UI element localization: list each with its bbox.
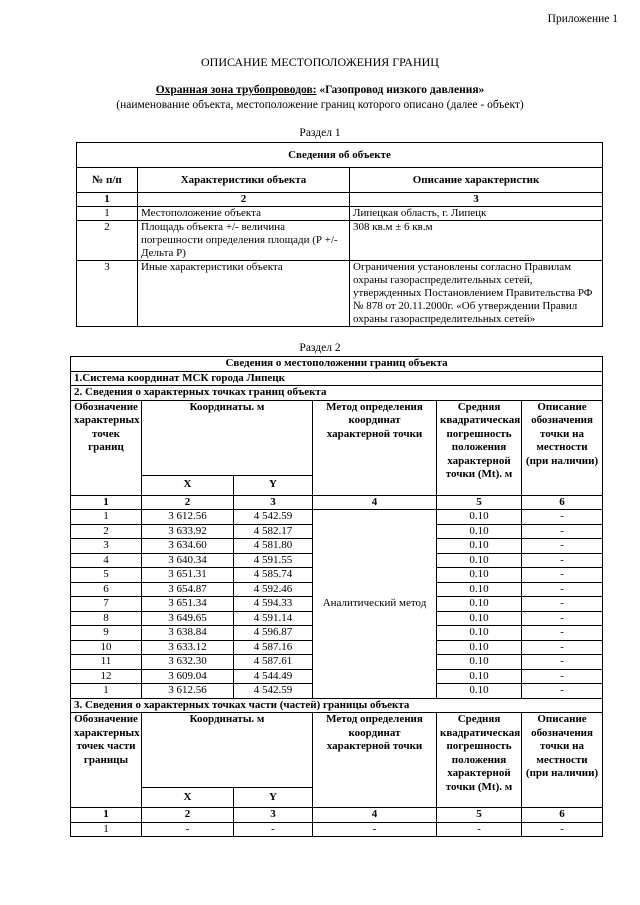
point-x: 3 632.30 xyxy=(142,655,234,670)
boundary-points-table xyxy=(70,356,603,837)
part-header-coordinates: Координаты. м xyxy=(142,713,313,788)
point-x: 3 612.56 xyxy=(142,684,234,699)
col-number: 4 xyxy=(313,495,437,510)
section2-heading: Сведения о местоположении границ объекта xyxy=(71,357,603,372)
col-number: 3 xyxy=(234,808,313,823)
point-x: 3 649.65 xyxy=(142,611,234,626)
point-x: 3 612.56 xyxy=(142,510,234,525)
row-number: 1 xyxy=(77,207,138,221)
object-name-line xyxy=(0,84,640,96)
point-accuracy: 0.10 xyxy=(437,611,522,626)
point-description: - xyxy=(522,684,603,699)
point-accuracy: 0.10 xyxy=(437,597,522,612)
point-description: - xyxy=(522,582,603,597)
point-accuracy: 0.10 xyxy=(437,539,522,554)
point-y: 4 592.46 xyxy=(234,582,313,597)
point-y: 4 542.59 xyxy=(234,510,313,525)
row-description: 308 кв.м ± 6 кв.м xyxy=(350,221,603,261)
col-number: 3 xyxy=(350,193,603,207)
header-point-description: Описание обозначения точки на местности (при наличии) xyxy=(522,400,603,495)
row-description: Ограничения установлены согласно Правилам охраны газораспределительных сетей, утвержденных Постановлением Правительства РФ № 878 от 20.11.2000г. «Об утверждении Правил охраны газораспределительных сетей» xyxy=(350,261,603,327)
part-point-desc: - xyxy=(522,822,603,837)
point-accuracy: 0.10 xyxy=(437,582,522,597)
point-description: - xyxy=(522,568,603,583)
part-header-point-name: Обозначение характерных точек части границы xyxy=(71,713,142,808)
appendix-label: Приложение 1 xyxy=(547,13,618,25)
point-number: 8 xyxy=(71,611,142,626)
point-accuracy: 0.10 xyxy=(437,655,522,670)
point-number: 10 xyxy=(71,640,142,655)
part-header-x: X xyxy=(142,788,234,808)
point-number: 11 xyxy=(71,655,142,670)
point-number: 3 xyxy=(71,539,142,554)
point-y: 4 596.87 xyxy=(234,626,313,641)
point-y: 4 594.33 xyxy=(234,597,313,612)
object-name: «Газопровод низкого давления» xyxy=(319,84,485,96)
document-title: ОПИСАНИЕ МЕСТОПОЛОЖЕНИЯ ГРАНИЦ xyxy=(201,55,439,69)
header-description: Описание характеристик xyxy=(350,168,603,193)
row-characteristic: Иные характеристики объекта xyxy=(138,261,350,327)
col-number: 2 xyxy=(138,193,350,207)
point-y: 4 591.14 xyxy=(234,611,313,626)
table-row xyxy=(77,221,603,261)
table-row xyxy=(77,261,603,327)
section2-label: Раздел 2 xyxy=(299,342,341,354)
point-y: 4 585.74 xyxy=(234,568,313,583)
point-accuracy: 0.10 xyxy=(437,626,522,641)
part-point-n: 1 xyxy=(71,822,142,837)
part-point-mt: - xyxy=(437,822,522,837)
col-number: 6 xyxy=(522,495,603,510)
col-number: 5 xyxy=(437,808,522,823)
point-x: 3 640.34 xyxy=(142,553,234,568)
point-number: 7 xyxy=(71,597,142,612)
point-x: 3 638.84 xyxy=(142,626,234,641)
col-number: 5 xyxy=(437,495,522,510)
point-x: 3 651.31 xyxy=(142,568,234,583)
point-accuracy: 0.10 xyxy=(437,669,522,684)
header-x: X xyxy=(142,475,234,495)
point-number: 1 xyxy=(71,684,142,699)
point-description: - xyxy=(522,640,603,655)
row-characteristic: Площадь объекта +/- величина погрешности определения площади (Р +/- Дельта Р) xyxy=(138,221,350,261)
col-number: 2 xyxy=(142,808,234,823)
point-description: - xyxy=(522,611,603,626)
point-row xyxy=(71,510,603,525)
point-x: 3 633.12 xyxy=(142,640,234,655)
part-header-point-description: Описание обозначения точки на местности (при наличии) xyxy=(522,713,603,808)
part-point-method: - xyxy=(313,822,437,837)
row-number: 2 xyxy=(77,221,138,261)
header-accuracy: Средняя квадратическая погрешность положения характерной точки (Mt). м xyxy=(437,400,522,495)
part-point-x: - xyxy=(142,822,234,837)
point-number: 12 xyxy=(71,669,142,684)
point-x: 3 633.92 xyxy=(142,524,234,539)
part-points-heading: 3. Сведения о характерных точках части (частей) границы объекта xyxy=(71,698,603,713)
col-number: 1 xyxy=(71,808,142,823)
header-method: Метод определения координат характерной точки xyxy=(313,400,437,495)
point-accuracy: 0.10 xyxy=(437,684,522,699)
part-header-method: Метод определения координат характерной точки xyxy=(313,713,437,808)
header-num: № п/п xyxy=(77,168,138,193)
section1-label: Раздел 1 xyxy=(299,127,341,139)
row-characteristic: Местоположение объекта xyxy=(138,207,350,221)
point-accuracy: 0.10 xyxy=(437,524,522,539)
point-x: 3 634.60 xyxy=(142,539,234,554)
header-coordinates: Координаты. м xyxy=(142,400,313,475)
header-y: Y xyxy=(234,475,313,495)
point-number: 6 xyxy=(71,582,142,597)
point-accuracy: 0.10 xyxy=(437,568,522,583)
point-y: 4 542.59 xyxy=(234,684,313,699)
col-number: 1 xyxy=(71,495,142,510)
table-row xyxy=(77,207,603,221)
point-accuracy: 0.10 xyxy=(437,510,522,525)
point-accuracy: 0.10 xyxy=(437,553,522,568)
point-number: 2 xyxy=(71,524,142,539)
col-number: 2 xyxy=(142,495,234,510)
header-characteristic: Характеристики объекта xyxy=(138,168,350,193)
point-number: 1 xyxy=(71,510,142,525)
point-number: 5 xyxy=(71,568,142,583)
point-description: - xyxy=(522,553,603,568)
col-number: 4 xyxy=(313,808,437,823)
point-number: 9 xyxy=(71,626,142,641)
point-description: - xyxy=(522,510,603,525)
point-x: 3 654.87 xyxy=(142,582,234,597)
col-number: 3 xyxy=(234,495,313,510)
part-header-accuracy: Средняя квадратическая погрешность положения характерной точки (Mt). м xyxy=(437,713,522,808)
section1-heading: Сведения об объекте xyxy=(77,143,603,168)
point-description: - xyxy=(522,655,603,670)
point-y: 4 591.55 xyxy=(234,553,313,568)
point-y: 4 581.80 xyxy=(234,539,313,554)
row-number: 3 xyxy=(77,261,138,327)
part-point-y: - xyxy=(234,822,313,837)
point-number: 4 xyxy=(71,553,142,568)
point-y: 4 544.49 xyxy=(234,669,313,684)
point-description: - xyxy=(522,669,603,684)
point-description: - xyxy=(522,597,603,612)
point-x: 3 651.34 xyxy=(142,597,234,612)
object-info-table xyxy=(76,142,603,327)
point-method: Аналитический метод xyxy=(313,510,437,699)
header-point-name: Обозначение характерных точек границ xyxy=(71,400,142,495)
col-number: 6 xyxy=(522,808,603,823)
point-description: - xyxy=(522,524,603,539)
point-description: - xyxy=(522,626,603,641)
part-header-y: Y xyxy=(234,788,313,808)
point-y: 4 587.16 xyxy=(234,640,313,655)
point-description: - xyxy=(522,539,603,554)
object-note: (наименование объекта, местоположение границ которого описано (далее - объект) xyxy=(116,99,524,111)
row-description: Липецкая область, г. Липецк xyxy=(350,207,603,221)
col-number: 1 xyxy=(77,193,138,207)
point-x: 3 609.04 xyxy=(142,669,234,684)
point-y: 4 582.17 xyxy=(234,524,313,539)
points-heading: 2. Сведения о характерных точках границ объекта xyxy=(71,386,603,401)
point-y: 4 587.61 xyxy=(234,655,313,670)
point-accuracy: 0.10 xyxy=(437,640,522,655)
object-prefix: Охранная зона трубопроводов: xyxy=(155,84,317,96)
coordinate-system: 1.Система координат МСК города Липецк xyxy=(71,371,603,386)
part-point-row xyxy=(71,822,603,837)
